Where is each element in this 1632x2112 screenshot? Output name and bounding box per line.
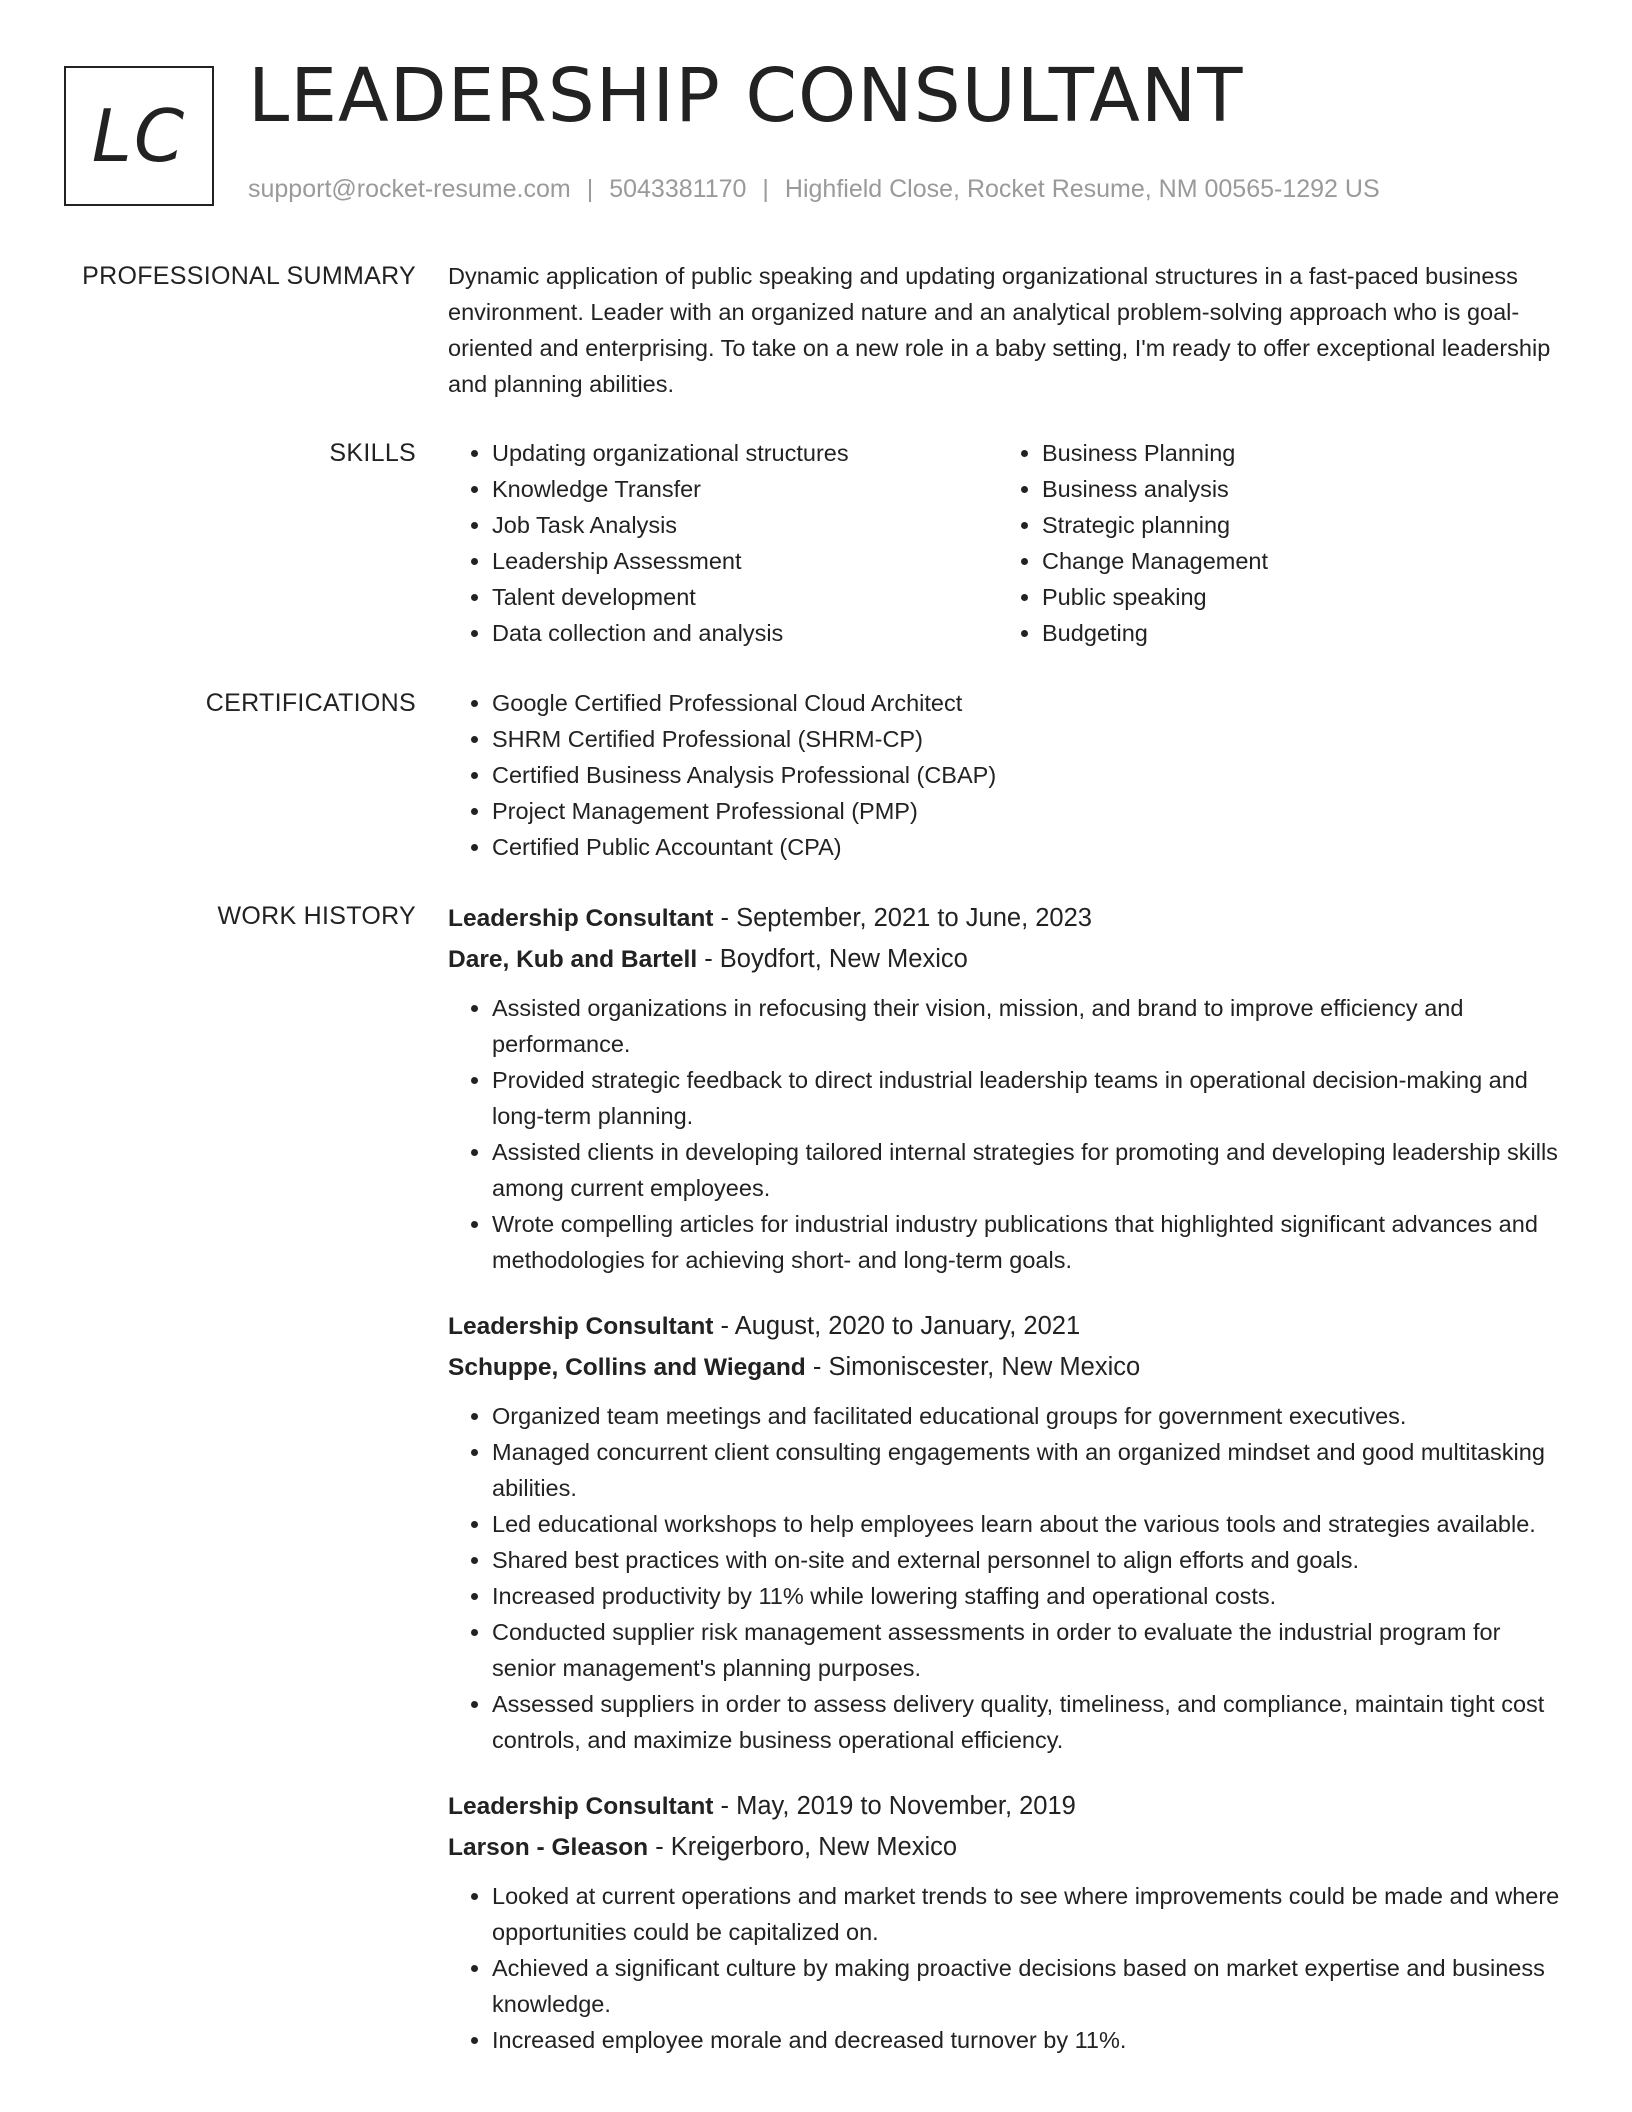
- job-company: Schuppe, Collins and Wiegand: [448, 1354, 806, 1381]
- job-bullet: • Looked at current operations and market trends to see where improvements could be made and where opportunities could be capitalized on.: [492, 1878, 1568, 1950]
- job-bullet: • Organized team meetings and facilitated educational groups for government executives.: [492, 1398, 1568, 1434]
- contact-line: [248, 175, 1380, 204]
- contact-separator: |: [586, 175, 594, 203]
- job-bullet: • Led educational workshops to help employees learn about the various tools and strategies available.: [492, 1506, 1568, 1542]
- skill-item: • Leadership Assessment: [492, 543, 998, 579]
- skills-columns: [448, 435, 1568, 651]
- job-bullet: • Assessed suppliers in order to assess delivery quality, timeliness, and compliance, maintain tight cost controls, and maximize business operational efficiency.: [492, 1686, 1568, 1758]
- certifications-body: [448, 685, 1568, 865]
- certification-item: • SHRM Certified Professional (SHRM-CP): [492, 721, 1568, 757]
- job-dates: - September, 2021 to June, 2023: [713, 904, 1092, 932]
- contact-phone: 5043381170: [609, 175, 747, 203]
- job-location: - Boydfort, New Mexico: [697, 945, 968, 973]
- skills-list-left: [448, 435, 998, 651]
- certification-item: • Certified Public Accountant (CPA): [492, 829, 1568, 865]
- job-bullet: • Wrote compelling articles for industrial industry publications that highlighted significant advances and methodologies for achieving short- and long-term goals.: [492, 1206, 1568, 1278]
- skills-heading: SKILLS: [329, 439, 416, 467]
- job-dates: - August, 2020 to January, 2021: [713, 1312, 1081, 1340]
- skill-item: • Job Task Analysis: [492, 507, 998, 543]
- skill-item: • Strategic planning: [1042, 507, 1548, 543]
- skill-item: • Updating organizational structures: [492, 435, 998, 471]
- certifications-list: [448, 685, 1568, 865]
- job-bullet: • Provided strategic feedback to direct industrial leadership teams in operational decision-making and long-term planning.: [492, 1062, 1568, 1134]
- summary-heading: PROFESSIONAL SUMMARY: [82, 262, 416, 290]
- skill-item: • Talent development: [492, 579, 998, 615]
- job-company-line: [448, 939, 1568, 980]
- job-bullets: [448, 990, 1568, 1278]
- job-company: Larson - Gleason: [448, 1834, 649, 1861]
- monogram-box: [64, 66, 214, 206]
- job-bullet: • Assisted clients in developing tailored internal strategies for promoting and developing leadership skills among current employees.: [492, 1134, 1568, 1206]
- job-title: Leadership Consultant: [448, 1313, 714, 1340]
- job-entry: [448, 898, 1568, 1278]
- skill-item: • Business analysis: [1042, 471, 1548, 507]
- summary-text: Dynamic application of public speaking and updating organizational structures in a fast-paced business environment. Leader with an organized nature and an analytical problem-solving approach who is goal-oriented and enterprising. To take on a new role in a baby setting, I'm ready to offer exceptional leadership and planning abilities.: [448, 263, 1551, 397]
- candidate-name: LEADERSHIP CONSULTANT: [248, 53, 1244, 139]
- job-location: - Kreigerboro, New Mexico: [648, 1833, 958, 1861]
- job-company-line: [448, 1827, 1568, 1868]
- job-bullets: [448, 1878, 1568, 2058]
- certification-item: • Project Management Professional (PMP): [492, 793, 1568, 829]
- skill-item: • Business Planning: [1042, 435, 1548, 471]
- job-bullets: [448, 1398, 1568, 1758]
- skill-item: • Change Management: [1042, 543, 1548, 579]
- job-title-line: [448, 1786, 1568, 1827]
- job-bullet: • Managed concurrent client consulting engagements with an organized mindset and good multitasking abilities.: [492, 1434, 1568, 1506]
- job-dates: - May, 2019 to November, 2019: [713, 1792, 1076, 1820]
- skill-item: • Knowledge Transfer: [492, 471, 998, 507]
- certification-item: • Google Certified Professional Cloud Architect: [492, 685, 1568, 721]
- job-location: - Simoniscester, New Mexico: [805, 1353, 1141, 1381]
- job-title-line: [448, 1306, 1568, 1347]
- job-title-line: [448, 898, 1568, 939]
- job-bullet: • Increased productivity by 11% while lowering staffing and operational costs.: [492, 1578, 1568, 1614]
- contact-email: support@rocket-resume.com: [248, 175, 571, 203]
- job-bullet: • Shared best practices with on-site and external personnel to align efforts and goals.: [492, 1542, 1568, 1578]
- job-entry: [448, 1786, 1568, 2058]
- certifications-heading: CERTIFICATIONS: [205, 689, 416, 717]
- job-bullet: • Assisted organizations in refocusing their vision, mission, and brand to improve efficiency and performance.: [492, 990, 1568, 1062]
- skill-item: • Budgeting: [1042, 615, 1548, 651]
- contact-address: Highfield Close, Rocket Resume, NM 00565-1292 US: [784, 175, 1380, 203]
- skills-list-right: [998, 435, 1548, 651]
- job-entry: [448, 1306, 1568, 1758]
- job-title: Leadership Consultant: [448, 905, 714, 932]
- work-history-heading: WORK HISTORY: [217, 902, 416, 930]
- job-title: Leadership Consultant: [448, 1793, 714, 1820]
- job-bullet: • Conducted supplier risk management assessments in order to evaluate the industrial program for senior management's planning purposes.: [492, 1614, 1568, 1686]
- job-bullet: • Increased employee morale and decreased turnover by 11%.: [492, 2022, 1568, 2058]
- skill-item: • Data collection and analysis: [492, 615, 998, 651]
- certification-item: • Certified Business Analysis Professional (CBAP): [492, 757, 1568, 793]
- contact-separator: |: [762, 175, 769, 203]
- job-company-line: [448, 1347, 1568, 1388]
- job-company: Dare, Kub and Bartell: [448, 946, 698, 973]
- skill-item: • Public speaking: [1042, 579, 1548, 615]
- monogram-initials: LC: [91, 94, 187, 178]
- work-history-body: [448, 898, 1568, 2058]
- job-bullet: • Achieved a significant culture by making proactive decisions based on market expertise and business knowledge.: [492, 1950, 1568, 2022]
